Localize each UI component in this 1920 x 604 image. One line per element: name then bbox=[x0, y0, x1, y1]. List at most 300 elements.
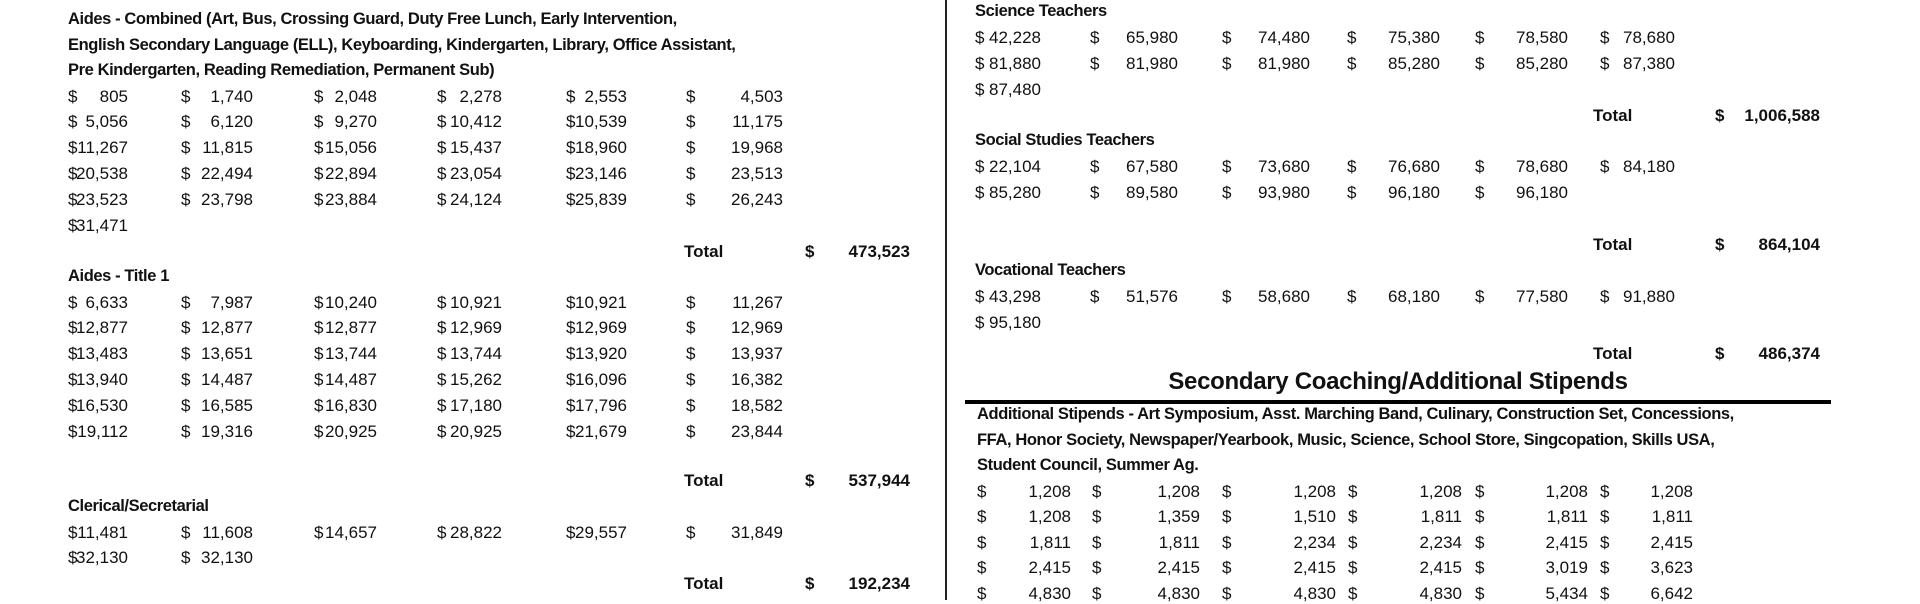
section-title: Clerical/Secretarial bbox=[68, 497, 209, 515]
amount-cell: 13,651 bbox=[201, 344, 253, 364]
currency-symbol: $ bbox=[975, 79, 985, 99]
total-value: 1,006,588 bbox=[1744, 106, 1820, 125]
total-label: Total bbox=[1593, 344, 1633, 363]
amount-cell: 23,146 bbox=[575, 163, 627, 183]
amount-cell: 2,553 bbox=[584, 86, 627, 106]
currency-symbol: $ bbox=[1092, 481, 1102, 501]
currency-symbol: $ bbox=[566, 395, 576, 415]
currency-symbol: $ bbox=[437, 112, 447, 132]
amount-cell: 81,980 bbox=[1258, 53, 1310, 73]
section-title: Pre Kindergarten, Reading Remediation, Permanent Sub) bbox=[68, 61, 495, 79]
currency-symbol: $ bbox=[314, 318, 324, 338]
amount-cell: 5,056 bbox=[85, 112, 128, 132]
amount-cell: 73,680 bbox=[1258, 156, 1310, 176]
total-value: 473,523 bbox=[848, 242, 910, 261]
amount-cell: 42,228 bbox=[989, 27, 1041, 47]
currency-symbol: $ bbox=[1600, 27, 1610, 47]
amount-cell: 5,434 bbox=[1545, 583, 1588, 603]
currency-symbol: $ bbox=[1222, 583, 1232, 603]
currency-symbol: $ bbox=[1475, 182, 1485, 202]
amount-cell: 2,048 bbox=[334, 86, 377, 106]
amount-cell: 10,240 bbox=[325, 292, 377, 312]
currency-symbol: $ bbox=[437, 86, 447, 106]
currency-symbol: $ bbox=[1600, 532, 1610, 552]
amount-cell: 15,437 bbox=[450, 138, 502, 158]
amount-cell: 16,382 bbox=[731, 369, 783, 389]
amount-cell: 1,208 bbox=[1545, 481, 1588, 501]
currency-symbol: $ bbox=[437, 189, 447, 209]
amount-cell: 68,180 bbox=[1388, 286, 1440, 306]
amount-cell: 3,623 bbox=[1650, 558, 1693, 577]
currency-symbol: $ bbox=[68, 395, 78, 415]
total-label: Total bbox=[684, 242, 724, 261]
amount-cell: 10,412 bbox=[450, 112, 502, 132]
amount-cell: 4,830 bbox=[1419, 583, 1462, 603]
currency-symbol: $ bbox=[1092, 558, 1102, 577]
section-title: Additional Stipends - Art Symposium, Asst. Marching Band, Culinary, Construction Set, Concessions, bbox=[977, 405, 1734, 423]
total-value: 486,374 bbox=[1758, 344, 1820, 363]
total-currency-symbol: $ bbox=[805, 242, 815, 261]
currency-symbol: $ bbox=[181, 112, 191, 132]
amount-cell: 1,208 bbox=[1028, 481, 1071, 501]
currency-symbol: $ bbox=[314, 421, 324, 441]
currency-symbol: $ bbox=[686, 189, 696, 209]
currency-symbol: $ bbox=[1090, 182, 1100, 202]
amount-cell: 11,608 bbox=[202, 522, 253, 542]
amount-cell: 16,585 bbox=[201, 395, 253, 415]
amount-cell: 10,921 bbox=[575, 292, 627, 312]
currency-symbol: $ bbox=[68, 548, 78, 568]
amount-cell: 43,298 bbox=[989, 286, 1041, 306]
amount-cell: 13,483 bbox=[76, 344, 128, 364]
currency-symbol: $ bbox=[1092, 583, 1102, 603]
currency-symbol: $ bbox=[566, 421, 576, 441]
currency-symbol: $ bbox=[181, 138, 191, 158]
amount-cell: 12,969 bbox=[450, 318, 502, 338]
currency-symbol: $ bbox=[977, 583, 987, 603]
currency-symbol: $ bbox=[975, 27, 985, 47]
amount-cell: 4,830 bbox=[1157, 583, 1200, 603]
currency-symbol: $ bbox=[975, 312, 985, 332]
currency-symbol: $ bbox=[975, 156, 985, 176]
section-title: Science Teachers bbox=[975, 2, 1107, 20]
amount-cell: 23,523 bbox=[76, 189, 128, 209]
currency-symbol: $ bbox=[314, 369, 324, 389]
currency-symbol: $ bbox=[181, 318, 191, 338]
currency-symbol: $ bbox=[68, 522, 78, 542]
section-title: Aides - Title 1 bbox=[68, 267, 169, 285]
currency-symbol: $ bbox=[1222, 507, 1232, 526]
amount-cell: 89,580 bbox=[1126, 182, 1178, 202]
amount-cell: 2,234 bbox=[1293, 532, 1336, 552]
amount-cell: 85,280 bbox=[1516, 53, 1568, 73]
currency-symbol: $ bbox=[181, 86, 191, 106]
currency-symbol: $ bbox=[1600, 481, 1610, 501]
total-currency-symbol: $ bbox=[1715, 344, 1725, 363]
amount-cell: 17,796 bbox=[575, 395, 627, 415]
amount-cell: 23,798 bbox=[201, 189, 253, 209]
amount-cell: 78,680 bbox=[1516, 156, 1568, 176]
amount-cell: 19,968 bbox=[731, 138, 783, 158]
amount-cell: 65,980 bbox=[1126, 27, 1178, 47]
amount-cell: 12,877 bbox=[325, 318, 377, 338]
currency-symbol: $ bbox=[314, 395, 324, 415]
amount-cell: 74,480 bbox=[1258, 27, 1310, 47]
amount-cell: 58,680 bbox=[1258, 286, 1310, 306]
amount-cell: 4,830 bbox=[1028, 583, 1071, 603]
currency-symbol: $ bbox=[686, 112, 696, 132]
amount-cell: 15,262 bbox=[450, 369, 502, 389]
amount-cell: 25,839 bbox=[575, 189, 627, 209]
currency-symbol: $ bbox=[68, 163, 78, 183]
amount-cell: 51,576 bbox=[1126, 286, 1178, 306]
total-value: 537,944 bbox=[848, 471, 910, 490]
amount-cell: 18,582 bbox=[731, 395, 783, 415]
currency-symbol: $ bbox=[686, 292, 696, 312]
amount-cell: 1,208 bbox=[1028, 507, 1071, 526]
amount-cell: 1,740 bbox=[210, 86, 253, 106]
currency-symbol: $ bbox=[437, 369, 447, 389]
section-title: FFA, Honor Society, Newspaper/Yearbook, Music, Science, School Store, Singcopation, Skills USA, bbox=[977, 430, 1715, 449]
currency-symbol: $ bbox=[686, 522, 696, 542]
currency-symbol: $ bbox=[1090, 27, 1100, 47]
currency-symbol: $ bbox=[686, 138, 696, 158]
amount-cell: 12,969 bbox=[731, 318, 783, 338]
currency-symbol: $ bbox=[1222, 532, 1232, 552]
currency-symbol: $ bbox=[68, 189, 78, 209]
amount-cell: 26,243 bbox=[731, 189, 783, 209]
amount-cell: 87,480 bbox=[989, 79, 1041, 99]
amount-cell: 1,811 bbox=[1158, 532, 1200, 552]
currency-symbol: $ bbox=[181, 395, 191, 415]
currency-symbol: $ bbox=[181, 163, 191, 183]
amount-cell: 12,969 bbox=[575, 318, 627, 338]
currency-symbol: $ bbox=[1222, 481, 1232, 501]
section-rule bbox=[965, 400, 1831, 404]
currency-symbol: $ bbox=[566, 112, 576, 132]
currency-symbol: $ bbox=[1600, 286, 1610, 306]
currency-symbol: $ bbox=[68, 344, 78, 364]
amount-cell: 85,280 bbox=[989, 182, 1041, 202]
total-currency-symbol: $ bbox=[1715, 235, 1725, 254]
currency-symbol: $ bbox=[566, 369, 576, 389]
section-title: Student Council, Summer Ag. bbox=[977, 456, 1199, 474]
amount-cell: 11,481 bbox=[77, 522, 128, 542]
amount-cell: 28,822 bbox=[450, 522, 502, 542]
currency-symbol: $ bbox=[68, 421, 78, 441]
total-label: Total bbox=[684, 574, 724, 593]
amount-cell: 12,877 bbox=[76, 318, 128, 338]
currency-symbol: $ bbox=[1222, 558, 1232, 577]
amount-cell: 87,380 bbox=[1623, 53, 1675, 73]
currency-symbol: $ bbox=[437, 344, 447, 364]
amount-cell: 1,208 bbox=[1293, 481, 1336, 501]
currency-symbol: $ bbox=[686, 318, 696, 338]
amount-cell: 95,180 bbox=[989, 312, 1041, 332]
currency-symbol: $ bbox=[437, 395, 447, 415]
currency-symbol: $ bbox=[566, 522, 576, 542]
currency-symbol: $ bbox=[314, 86, 324, 106]
currency-symbol: $ bbox=[1475, 156, 1485, 176]
amount-cell: 12,877 bbox=[201, 318, 253, 338]
total-value: 864,104 bbox=[1758, 235, 1820, 254]
currency-symbol: $ bbox=[1092, 507, 1102, 526]
total-label: Total bbox=[1593, 235, 1633, 254]
amount-cell: 23,513 bbox=[731, 163, 783, 183]
amount-cell: 11,267 bbox=[732, 292, 783, 312]
currency-symbol: $ bbox=[1348, 507, 1358, 526]
amount-cell: 16,530 bbox=[76, 395, 128, 415]
currency-symbol: $ bbox=[181, 421, 191, 441]
currency-symbol: $ bbox=[566, 86, 576, 106]
currency-symbol: $ bbox=[68, 318, 78, 338]
currency-symbol: $ bbox=[437, 318, 447, 338]
amount-cell: 4,830 bbox=[1293, 583, 1336, 603]
currency-symbol: $ bbox=[1222, 27, 1232, 47]
currency-symbol: $ bbox=[1600, 156, 1610, 176]
section-title: Social Studies Teachers bbox=[975, 131, 1155, 149]
total-label: Total bbox=[1593, 106, 1633, 125]
amount-cell: 31,471 bbox=[76, 215, 128, 235]
amount-cell: 19,112 bbox=[77, 421, 128, 441]
amount-cell: 2,415 bbox=[1419, 558, 1462, 577]
amount-cell: 13,940 bbox=[76, 369, 128, 389]
currency-symbol: $ bbox=[1348, 558, 1358, 577]
currency-symbol: $ bbox=[1347, 286, 1357, 306]
amount-cell: 3,019 bbox=[1545, 558, 1588, 577]
currency-symbol: $ bbox=[1475, 53, 1485, 73]
amount-cell: 11,267 bbox=[77, 138, 128, 158]
amount-cell: 78,580 bbox=[1516, 27, 1568, 47]
currency-symbol: $ bbox=[1090, 53, 1100, 73]
currency-symbol: $ bbox=[686, 369, 696, 389]
section-title: Vocational Teachers bbox=[975, 261, 1126, 279]
amount-cell: 77,580 bbox=[1516, 286, 1568, 306]
amount-cell: 7,987 bbox=[210, 292, 253, 312]
amount-cell: 20,925 bbox=[450, 421, 502, 441]
amount-cell: 4,503 bbox=[740, 86, 783, 106]
amount-cell: 91,880 bbox=[1623, 286, 1675, 306]
currency-symbol: $ bbox=[1348, 583, 1358, 603]
currency-symbol: $ bbox=[1222, 53, 1232, 73]
amount-cell: 6,633 bbox=[85, 292, 128, 312]
currency-symbol: $ bbox=[977, 481, 987, 501]
total-currency-symbol: $ bbox=[1715, 106, 1725, 125]
amount-cell: 23,054 bbox=[450, 163, 502, 183]
amount-cell: 20,925 bbox=[325, 421, 377, 441]
amount-cell: 20,538 bbox=[76, 163, 128, 183]
currency-symbol: $ bbox=[437, 163, 447, 183]
currency-symbol: $ bbox=[1222, 286, 1232, 306]
currency-symbol: $ bbox=[1475, 558, 1485, 577]
amount-cell: 2,415 bbox=[1650, 532, 1693, 552]
amount-cell: 6,120 bbox=[210, 112, 253, 132]
currency-symbol: $ bbox=[977, 507, 987, 526]
currency-symbol: $ bbox=[686, 86, 696, 106]
amount-cell: 1,359 bbox=[1157, 507, 1200, 526]
currency-symbol: $ bbox=[686, 395, 696, 415]
amount-cell: 13,937 bbox=[731, 344, 783, 364]
currency-symbol: $ bbox=[1600, 507, 1610, 526]
total-currency-symbol: $ bbox=[805, 471, 815, 490]
currency-symbol: $ bbox=[977, 532, 987, 552]
amount-cell: 76,680 bbox=[1388, 156, 1440, 176]
currency-symbol: $ bbox=[68, 292, 78, 312]
currency-symbol: $ bbox=[1347, 182, 1357, 202]
amount-cell: 14,487 bbox=[325, 369, 377, 389]
amount-cell: 10,921 bbox=[450, 292, 502, 312]
currency-symbol: $ bbox=[437, 138, 447, 158]
amount-cell: 22,104 bbox=[989, 156, 1041, 176]
currency-symbol: $ bbox=[1347, 53, 1357, 73]
amount-cell: 96,180 bbox=[1516, 182, 1568, 202]
currency-symbol: $ bbox=[68, 369, 78, 389]
amount-cell: 1,811 bbox=[1651, 507, 1693, 526]
amount-cell: 805 bbox=[99, 86, 128, 106]
amount-cell: 31,849 bbox=[731, 522, 783, 542]
amount-cell: 32,130 bbox=[201, 548, 253, 568]
currency-symbol: $ bbox=[686, 344, 696, 364]
amount-cell: 21,679 bbox=[575, 421, 627, 441]
currency-symbol: $ bbox=[181, 369, 191, 389]
amount-cell: 10,539 bbox=[575, 112, 627, 132]
currency-symbol: $ bbox=[68, 215, 78, 235]
currency-symbol: $ bbox=[686, 163, 696, 183]
amount-cell: 13,920 bbox=[575, 344, 627, 364]
currency-symbol: $ bbox=[566, 344, 576, 364]
amount-cell: 85,280 bbox=[1388, 53, 1440, 73]
currency-symbol: $ bbox=[314, 163, 324, 183]
amount-cell: 9,270 bbox=[334, 112, 377, 132]
currency-symbol: $ bbox=[1475, 507, 1485, 526]
currency-symbol: $ bbox=[1600, 53, 1610, 73]
currency-symbol: $ bbox=[314, 112, 324, 132]
currency-symbol: $ bbox=[686, 421, 696, 441]
amount-cell: 67,580 bbox=[1126, 156, 1178, 176]
section-title: English Secondary Language (ELL), Keyboarding, Kindergarten, Library, Office Assistant, bbox=[68, 35, 736, 54]
currency-symbol: $ bbox=[1475, 583, 1485, 603]
currency-symbol: $ bbox=[1475, 481, 1485, 501]
amount-cell: 1,208 bbox=[1157, 481, 1200, 501]
currency-symbol: $ bbox=[1600, 558, 1610, 577]
amount-cell: 75,380 bbox=[1388, 27, 1440, 47]
currency-symbol: $ bbox=[437, 522, 447, 542]
amount-cell: 81,980 bbox=[1126, 53, 1178, 73]
total-label: Total bbox=[684, 471, 724, 490]
amount-cell: 2,415 bbox=[1028, 558, 1071, 577]
amount-cell: 18,960 bbox=[575, 138, 627, 158]
currency-symbol: $ bbox=[181, 344, 191, 364]
amount-cell: 96,180 bbox=[1388, 182, 1440, 202]
amount-cell: 1,208 bbox=[1650, 481, 1693, 501]
amount-cell: 13,744 bbox=[450, 344, 502, 364]
currency-symbol: $ bbox=[1090, 156, 1100, 176]
amount-cell: 17,180 bbox=[450, 395, 502, 415]
currency-symbol: $ bbox=[1090, 286, 1100, 306]
amount-cell: 19,316 bbox=[201, 421, 253, 441]
amount-cell: 23,884 bbox=[325, 189, 377, 209]
amount-cell: 24,124 bbox=[450, 189, 502, 209]
amount-cell: 29,557 bbox=[575, 522, 627, 542]
currency-symbol: $ bbox=[566, 163, 576, 183]
currency-symbol: $ bbox=[314, 189, 324, 209]
amount-cell: 2,415 bbox=[1545, 532, 1588, 552]
amount-cell: 23,844 bbox=[731, 421, 783, 441]
currency-symbol: $ bbox=[314, 138, 324, 158]
currency-symbol: $ bbox=[181, 548, 191, 568]
currency-symbol: $ bbox=[68, 138, 78, 158]
amount-cell: 78,680 bbox=[1623, 27, 1675, 47]
currency-symbol: $ bbox=[1348, 481, 1358, 501]
currency-symbol: $ bbox=[1348, 532, 1358, 552]
currency-symbol: $ bbox=[314, 292, 324, 312]
currency-symbol: $ bbox=[1475, 286, 1485, 306]
amount-cell: 1,811 bbox=[1546, 507, 1588, 526]
currency-symbol: $ bbox=[68, 86, 78, 106]
currency-symbol: $ bbox=[1092, 532, 1102, 552]
currency-symbol: $ bbox=[566, 318, 576, 338]
currency-symbol: $ bbox=[181, 292, 191, 312]
currency-symbol: $ bbox=[1347, 27, 1357, 47]
secondary-stipends-title: Secondary Coaching/Additional Stipends bbox=[1168, 368, 1628, 395]
amount-cell: 2,278 bbox=[459, 86, 502, 106]
currency-symbol: $ bbox=[1222, 182, 1232, 202]
currency-symbol: $ bbox=[566, 138, 576, 158]
total-value: 192,234 bbox=[848, 574, 910, 593]
section-title: Aides - Combined (Art, Bus, Crossing Guard, Duty Free Lunch, Early Intervention, bbox=[68, 10, 677, 28]
amount-cell: 2,234 bbox=[1419, 532, 1462, 552]
currency-symbol: $ bbox=[1475, 532, 1485, 552]
currency-symbol: $ bbox=[181, 189, 191, 209]
currency-symbol: $ bbox=[566, 189, 576, 209]
currency-symbol: $ bbox=[68, 112, 78, 132]
currency-symbol: $ bbox=[314, 344, 324, 364]
currency-symbol: $ bbox=[566, 292, 576, 312]
currency-symbol: $ bbox=[975, 286, 985, 306]
currency-symbol: $ bbox=[1475, 27, 1485, 47]
amount-cell: 2,415 bbox=[1293, 558, 1336, 577]
amount-cell: 22,494 bbox=[201, 163, 253, 183]
amount-cell: 13,744 bbox=[325, 344, 377, 364]
amount-cell: 93,980 bbox=[1258, 182, 1310, 202]
currency-symbol: $ bbox=[1222, 156, 1232, 176]
amount-cell: 81,880 bbox=[989, 53, 1041, 73]
amount-cell: 14,657 bbox=[325, 522, 377, 542]
amount-cell: 16,830 bbox=[325, 395, 377, 415]
currency-symbol: $ bbox=[437, 421, 447, 441]
amount-cell: 1,208 bbox=[1419, 481, 1462, 501]
currency-symbol: $ bbox=[977, 558, 987, 577]
currency-symbol: $ bbox=[1600, 583, 1610, 603]
amount-cell: 11,175 bbox=[732, 112, 783, 132]
amount-cell: 2,415 bbox=[1157, 558, 1200, 577]
amount-cell: 15,056 bbox=[325, 138, 377, 158]
currency-symbol: $ bbox=[314, 522, 324, 542]
amount-cell: 32,130 bbox=[76, 548, 128, 568]
currency-symbol: $ bbox=[975, 182, 985, 202]
amount-cell: 16,096 bbox=[575, 369, 627, 389]
amount-cell: 11,815 bbox=[202, 138, 253, 158]
amount-cell: 1,510 bbox=[1293, 507, 1336, 526]
amount-cell: 1,811 bbox=[1029, 532, 1071, 552]
total-currency-symbol: $ bbox=[805, 574, 815, 593]
amount-cell: 84,180 bbox=[1623, 156, 1675, 176]
currency-symbol: $ bbox=[437, 292, 447, 312]
amount-cell: 6,642 bbox=[1650, 583, 1693, 603]
amount-cell: 14,487 bbox=[201, 369, 253, 389]
amount-cell: 1,811 bbox=[1420, 507, 1462, 526]
amount-cell: 22,894 bbox=[325, 163, 377, 183]
